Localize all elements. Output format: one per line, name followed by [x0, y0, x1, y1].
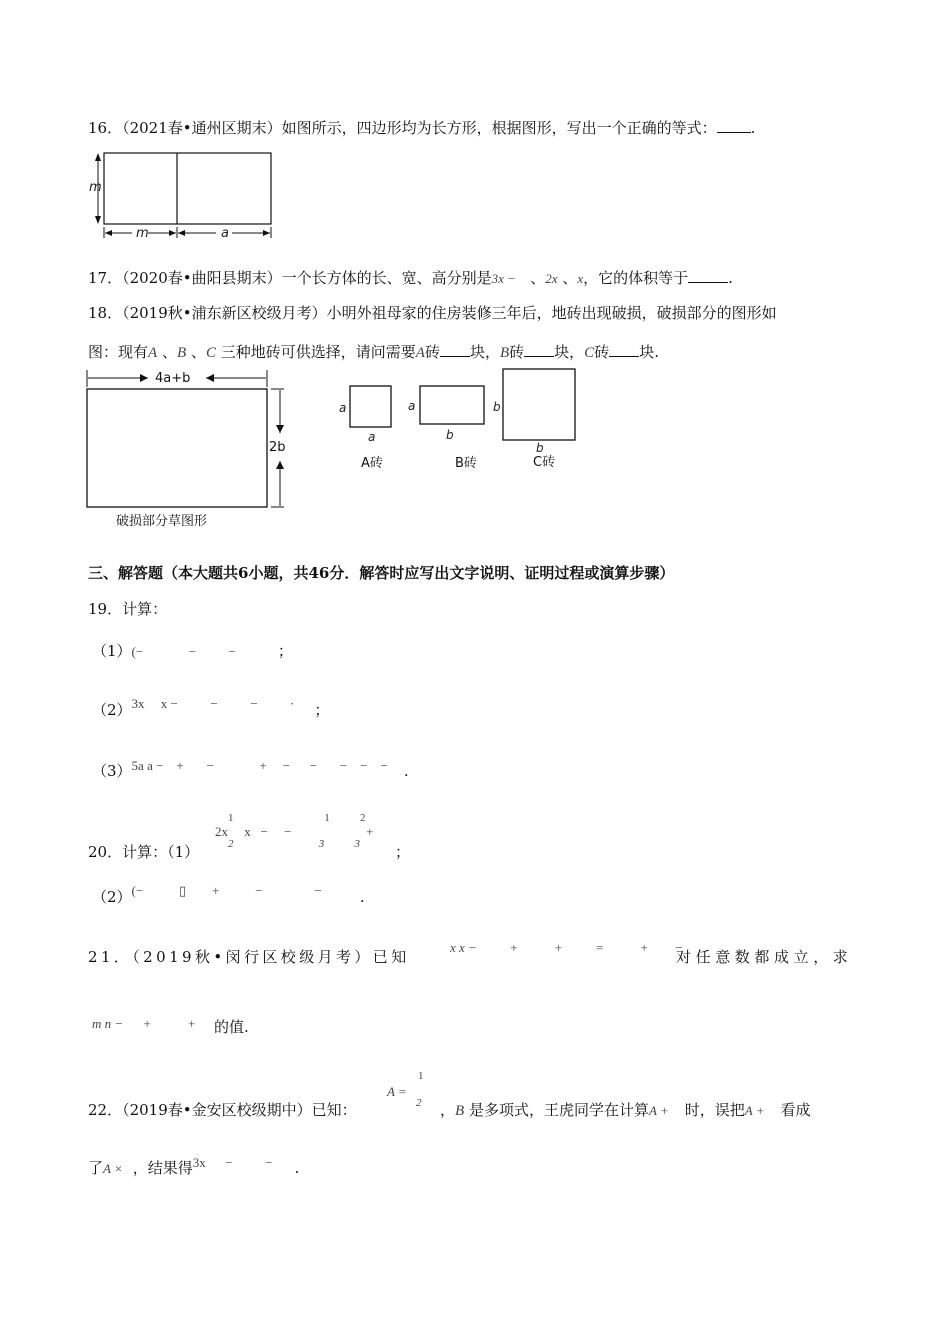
q22-e1: A +: [648, 1103, 669, 1118]
q22-line1-b: ，: [440, 1101, 456, 1119]
q17-sep2: 、: [562, 269, 578, 287]
q17-expr3: x: [577, 271, 584, 286]
tile-b-bottom: b: [446, 428, 454, 442]
q16-number: 16．: [88, 119, 123, 137]
q20-p1-expr: 2x x − − +: [215, 824, 374, 839]
q16-end: .: [750, 119, 756, 137]
q22-line1-e: 看成: [780, 1101, 811, 1119]
q21-line1-a: 21．（2019秋•闵行区校级月考）已知: [88, 948, 410, 966]
q19-title: 19．计算：: [88, 600, 168, 618]
q18-blank-c[interactable]: [609, 341, 639, 357]
q16-answer-blank[interactable]: [717, 117, 751, 133]
q18-A2: A: [415, 345, 425, 361]
q22-line1-c: 是多项式，王虎同学在计算: [468, 1101, 649, 1119]
q18-kuai1: 块，: [469, 343, 500, 361]
q22-line1-d: 时，误把: [684, 1101, 745, 1119]
q16-source: （2021春•通州区期末）: [122, 119, 282, 137]
tile-b-label: B砖: [455, 456, 477, 471]
q22-line1: [88, 1099, 357, 1120]
tile-a-bottom: a: [368, 430, 376, 444]
q18-sep2: 、: [190, 343, 206, 361]
q18-blank-b[interactable]: [524, 341, 554, 357]
q17-line: [88, 267, 733, 288]
q19-p3-expr: 5a a − + − + − − − − −: [131, 758, 388, 773]
q22-B: B: [455, 1103, 465, 1119]
q19-p3-end: .: [403, 762, 409, 780]
q18-brick-c: 砖: [594, 343, 610, 361]
q18-A: A: [148, 345, 158, 361]
q18-fig-right-label: 2b: [269, 440, 286, 455]
q20-p2-end: .: [359, 888, 365, 906]
q22-line2-b: ，结果得: [132, 1159, 193, 1177]
q18-brick-b: 砖: [509, 343, 525, 361]
q16-fig-m-bottom: m: [136, 226, 149, 240]
q18-blank-a[interactable]: [440, 341, 470, 357]
tile-c-side: b: [493, 400, 501, 414]
q19-p2-end: ；: [314, 701, 330, 719]
q17-sep1: 、: [530, 269, 546, 287]
q18-B2: B: [499, 345, 510, 361]
q22-e3: A ×: [103, 1161, 123, 1176]
q17-end: .: [728, 269, 733, 287]
q20-title: 20．计算：（1）: [88, 843, 200, 861]
q16-text: 如图所示，四边形均为长方形，根据图形，写出一个正确的等式：: [281, 119, 717, 137]
q18-fig-top-label: 4a+b: [155, 371, 191, 386]
q21-line2-expr: m n − + +: [92, 1016, 196, 1031]
tile-a-label: A砖: [361, 456, 383, 471]
q19-p1-expr: (− − −: [131, 644, 236, 659]
q18-number: 18．: [88, 304, 123, 322]
q19-part2: [92, 696, 330, 720]
q18-kuai2: 块，: [554, 343, 585, 361]
q16-fig-m-side: m: [89, 180, 102, 195]
q18-source: （2019秋•浦东新区校级月考）: [122, 304, 327, 322]
q22-frac-top: 1: [418, 1070, 424, 1082]
q22-frac-bot: 2: [416, 1097, 422, 1109]
q18-text1: 小明外祖母家的住房装修三年后，地砖出现破损，破损部分的图形如: [326, 304, 777, 322]
q18-C2: C: [584, 345, 595, 361]
q19-p1-label: （1）: [92, 642, 132, 660]
tile-c-bottom: b: [536, 441, 544, 455]
q20-p2-label: （2）: [92, 888, 132, 906]
q18-fig-caption: 破损部分草图形: [116, 514, 208, 529]
q22-expr-mid: A =: [387, 1084, 407, 1099]
q20-part2: [92, 883, 365, 907]
q19-part3: [92, 760, 409, 781]
q17-number: 17．: [88, 269, 123, 287]
q17-expr2: 2x: [545, 271, 558, 286]
q22-line1-a: 22．（2019春•金安区校级期中）已知：: [88, 1101, 357, 1119]
q18-tiles-figure: [333, 364, 583, 476]
q20-p2-expr: (− ▯ + − −: [131, 883, 322, 898]
q17-expr1: 3x −: [491, 271, 516, 286]
q20-p1-end: ；: [395, 843, 411, 861]
q22-line1-rest: [440, 1099, 810, 1120]
q22-line2: [88, 1157, 299, 1178]
q18-line1: [88, 302, 777, 323]
q21-line2-tail: 的值.: [213, 1018, 249, 1036]
q22-e4: 3x − −: [192, 1155, 273, 1170]
q21-line1-b: 对任意数都成立，求: [676, 948, 853, 966]
q19-p3-label: （3）: [92, 762, 132, 780]
q20-frac-top: 1 1 2: [228, 812, 366, 824]
q18-brick-a: 砖: [424, 343, 440, 361]
q17-tail: ，它的体积等于: [583, 269, 689, 287]
tile-a-side: a: [339, 401, 347, 415]
q16-line: [88, 117, 755, 138]
q18-C: C: [205, 345, 216, 361]
q21-expr: x x − + + = + −: [450, 940, 684, 955]
q18-kuai3: 块.: [639, 343, 659, 361]
q18-line2: [88, 341, 659, 362]
q18-text2b: 三种地砖可供选择，请问需要: [220, 343, 416, 361]
section3-title: 三、解答题（本大题共6小题，共46分．解答时应写出文字说明、证明过程或演算步骤）: [88, 564, 675, 582]
q18-sep1: 、: [161, 343, 177, 361]
q17-source: （2020春•曲阳县期末）: [122, 269, 282, 287]
q22-e2: A +: [744, 1103, 765, 1118]
q20-line1: [88, 841, 199, 862]
q16-fig-a-bottom: a: [221, 226, 229, 240]
q21-line2: [92, 1016, 249, 1037]
tile-c-label: C砖: [533, 455, 556, 470]
q19-p2-label: （2）: [92, 701, 132, 719]
q20-frac-bot: 2 3 3: [228, 838, 360, 850]
q22-line2-a: 了: [88, 1159, 104, 1177]
q16-figure: [86, 148, 281, 240]
q17-text: 一个长方体的长、宽、高分别是: [281, 269, 492, 287]
q19-part1: [92, 640, 293, 661]
tile-b-side: a: [408, 399, 416, 413]
q18-damaged-figure: [84, 365, 304, 533]
q18-text2a: 图：现有: [88, 343, 149, 361]
q17-answer-blank[interactable]: [688, 267, 728, 283]
q18-B: B: [176, 345, 187, 361]
q19-p1-end: ；: [277, 642, 293, 660]
q22-line2-end: .: [294, 1159, 300, 1177]
q19-p2-expr: 3x x − − − ·: [131, 696, 295, 711]
